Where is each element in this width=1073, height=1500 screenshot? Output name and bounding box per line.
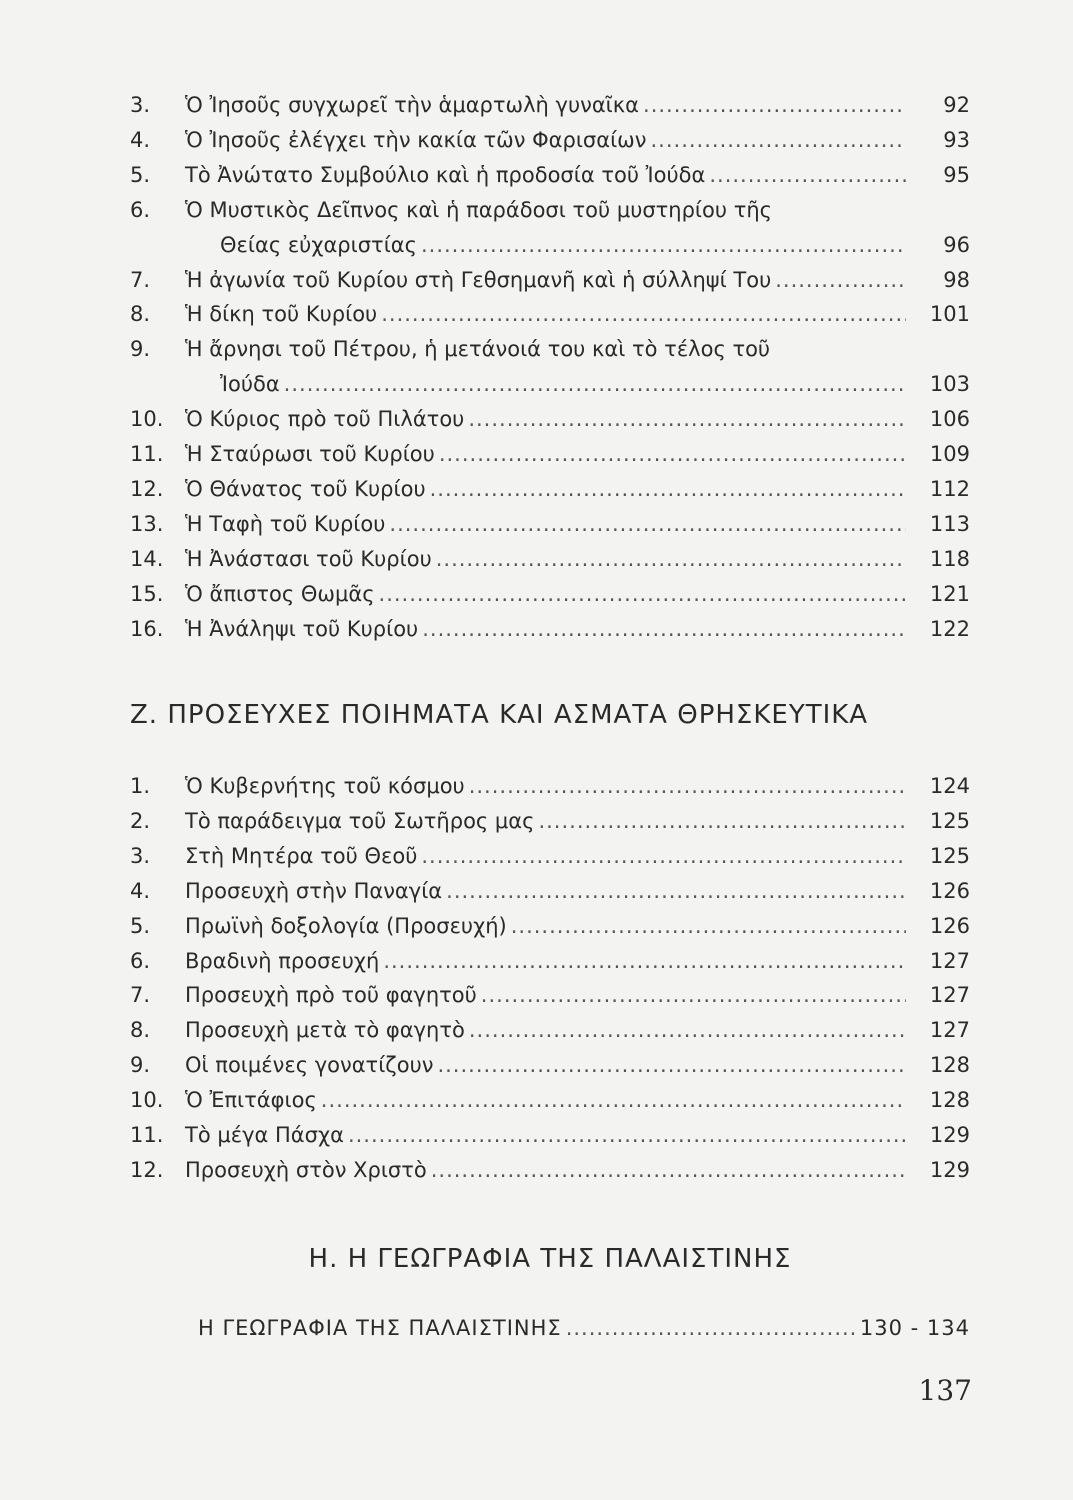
entry-title: Η ΓΕΩΓΡΑΦΙΑ ΤΗΣ ΠΑΛΑΙΣΤΙΝΗΣ	[198, 1316, 562, 1340]
entry-number: 12.	[130, 476, 164, 501]
entry-number: 6.	[130, 948, 151, 973]
entry-page: 106	[929, 407, 970, 432]
leader-dots	[469, 1013, 906, 1047]
leader-dots	[538, 804, 906, 838]
toc-entry	[130, 944, 970, 978]
toc-entry	[130, 1083, 970, 1117]
leader-dots	[511, 909, 906, 943]
toc-entry	[130, 839, 970, 873]
entry-number: 3.	[130, 93, 151, 117]
entry-title: Ὁ Ἰησοῦς ἐλέγχει τὴν κακία τῶν Φαρισαίων	[185, 127, 647, 152]
entry-page: 101	[929, 302, 970, 327]
entry-page: 125	[929, 808, 970, 833]
toc-entry	[130, 263, 970, 297]
entry-title: Ἡ Ταφὴ τοῦ Κυρίου	[185, 511, 386, 536]
entry-number: 9.	[130, 337, 151, 362]
entry-title: Τὸ μέγα Πάσχα	[185, 1123, 344, 1147]
leader-dots	[468, 402, 906, 436]
entry-title: Πρωϊνὴ δοξολογία (Προσευχή)	[185, 913, 507, 938]
toc-entry	[130, 1013, 970, 1047]
entry-number: 13.	[130, 511, 164, 536]
entry-page: 113	[929, 511, 970, 536]
toc-entry	[130, 874, 970, 908]
entry-page: 127	[929, 948, 970, 973]
entry-number: 4.	[130, 127, 151, 152]
entry-page: 128	[929, 1088, 970, 1113]
leader-dots	[422, 612, 906, 646]
entry-title: Θείας εὐχαριστίας	[220, 232, 417, 257]
entry-number: 7.	[130, 983, 151, 1008]
entry-number: 10.	[130, 407, 164, 432]
page-number: 137	[918, 1374, 972, 1407]
entry-page: 121	[929, 581, 970, 606]
toc-entry	[130, 123, 970, 157]
entry-page: 96	[943, 232, 970, 257]
toc-entry	[130, 228, 970, 262]
leader-dots	[437, 1048, 906, 1082]
entry-number: 8.	[130, 302, 151, 327]
entry-title: Τὸ παράδειγμα τοῦ Σωτῆρος μας	[185, 808, 535, 833]
toc-entry	[130, 367, 970, 401]
entry-number: 11.	[130, 442, 164, 466]
entry-page: 109	[929, 442, 970, 466]
entry-number: 2.	[130, 808, 151, 833]
entry-number: 15.	[130, 581, 164, 606]
toc-entry	[130, 437, 970, 471]
entry-page: 118	[929, 546, 970, 571]
entry-title: Ὁ Ἰησοῦς συγχωρεῖ τὴν ἁμαρτωλὴ γυναῖκα	[185, 93, 640, 117]
toc-entry	[130, 472, 970, 506]
entry-title: Προσευχὴ στὸν Χριστὸ	[185, 1157, 427, 1182]
entry-page: 126	[929, 913, 970, 938]
entry-title: Οἱ ποιμένες γονατίζουν	[185, 1053, 434, 1078]
entry-number: 5.	[130, 162, 151, 187]
toc-entry	[130, 978, 970, 1012]
entry-title: Ὁ Ἐπιτάφιος	[185, 1088, 317, 1113]
section-h-entry	[198, 1316, 970, 1352]
toc-entry	[130, 402, 970, 436]
entry-title: Στὴ Μητέρα τοῦ Θεοῦ	[185, 843, 418, 868]
entry-page: 93	[943, 127, 970, 152]
entry-number: 12.	[130, 1157, 164, 1182]
toc-entry	[130, 804, 970, 838]
entry-number: 10.	[130, 1088, 164, 1113]
entry-page: 127	[929, 1018, 970, 1043]
toc-entry	[130, 507, 970, 541]
entry-title: Προσευχὴ πρὸ τοῦ φαγητοῦ	[185, 983, 477, 1008]
entry-page: 126	[929, 878, 970, 903]
entry-title: Τὸ Ἀνώτατο Συμβούλιο καὶ ἡ προδοσία τοῦ Ἰούδα	[185, 162, 706, 187]
leader-dots	[321, 1083, 906, 1117]
leader-dots	[643, 88, 906, 122]
leader-dots	[389, 507, 906, 541]
entry-number: 16.	[130, 616, 164, 641]
entry-page: 128	[929, 1053, 970, 1078]
entry-title: Ἰούδα	[220, 372, 280, 397]
leader-dots	[383, 944, 906, 978]
entry-page: 129	[929, 1157, 970, 1182]
entry-title: Ὁ Κύριος πρὸ τοῦ Πιλάτου	[185, 407, 465, 432]
leader-dots	[709, 158, 906, 192]
entry-title: Προσευχὴ στὴν Παναγία	[185, 878, 443, 903]
entry-title: Ἡ ἄρνησι τοῦ Πέτρου, ἡ μετάνοιά του καὶ τὸ τέλος τοῦ	[185, 337, 771, 362]
toc-entry	[130, 909, 970, 943]
entry-number: 3.	[130, 843, 151, 868]
entry-pages: 130 - 134	[859, 1316, 970, 1340]
leader-dots	[566, 1316, 856, 1340]
toc-entry	[130, 612, 970, 646]
entry-page: 124	[929, 774, 970, 798]
toc-entry	[130, 88, 970, 122]
entry-title: Προσευχὴ μετὰ τὸ φαγητὸ	[185, 1018, 465, 1043]
section-z-heading: Ζ. ΠΡΟΣΕΥΧΕΣ ΠΟΙΗΜΑΤΑ ΚΑΙ ΑΣΜΑΤΑ ΘΡΗΣΚΕΥΤΙΚΑ	[130, 700, 869, 730]
entry-title: Ὁ Μυστικὸς Δεῖπνος καὶ ἡ παράδοσι τοῦ μυστηρίου τῆς	[185, 197, 772, 222]
leader-dots	[436, 542, 906, 576]
leader-dots	[430, 472, 906, 506]
entry-title: Ἡ Ἀνάληψι τοῦ Κυρίου	[185, 616, 419, 641]
toc-entry	[130, 1153, 970, 1187]
toc-entry	[130, 297, 970, 331]
entry-title: Ἡ ἀγωνία τοῦ Κυρίου στὴ Γεθσημανῆ καὶ ἡ σύλληψί Του	[185, 267, 772, 292]
entry-number: 14.	[130, 546, 164, 571]
leader-dots	[421, 839, 906, 873]
entry-page: 98	[943, 267, 970, 292]
entry-page: 129	[929, 1123, 970, 1147]
entry-title: Ἡ Ἀνάστασι τοῦ Κυρίου	[185, 546, 432, 571]
entry-page: 95	[943, 162, 970, 187]
entry-page: 127	[929, 983, 970, 1008]
entry-number: 5.	[130, 913, 151, 938]
leader-dots	[651, 123, 907, 157]
leader-dots	[379, 577, 906, 611]
entry-page: 122	[929, 616, 970, 641]
leader-dots	[284, 367, 906, 401]
entry-title: Ὁ Θάνατος τοῦ Κυρίου	[185, 476, 426, 501]
entry-number: 1.	[130, 774, 151, 798]
leader-dots	[481, 978, 906, 1012]
entry-title: Ἡ δίκη τοῦ Κυρίου	[185, 302, 378, 327]
section-h-heading: Η. Η ΓΕΩΓΡΑΦΙΑ ΤΗΣ ΠΑΛΑΙΣΤΙΝΗΣ	[308, 1244, 792, 1274]
entry-number: 4.	[130, 878, 151, 903]
toc-entry	[130, 577, 970, 611]
toc-entry	[130, 769, 970, 803]
entry-page: 103	[929, 372, 970, 397]
entry-title: Ἡ Σταύρωσι τοῦ Κυρίου	[185, 442, 435, 466]
entry-page: 112	[929, 476, 970, 501]
leader-dots	[348, 1118, 906, 1152]
entry-title: Ὁ ἄπιστος Θωμᾶς	[185, 581, 375, 606]
entry-number: 11.	[130, 1123, 164, 1147]
entry-number: 7.	[130, 267, 151, 292]
toc-entry	[130, 542, 970, 576]
leader-dots	[439, 437, 906, 471]
entry-number: 6.	[130, 197, 151, 222]
entry-title: Βραδινὴ προσευχή	[185, 948, 380, 973]
entry-page: 125	[929, 843, 970, 868]
leader-dots	[381, 297, 906, 331]
leader-dots	[421, 228, 906, 262]
entry-number: 9.	[130, 1053, 151, 1078]
entry-number: 8.	[130, 1018, 151, 1043]
entry-title: Ὁ Κυβερνήτης τοῦ κόσμου	[185, 774, 465, 798]
leader-dots	[775, 263, 906, 297]
toc-entry	[130, 332, 970, 366]
leader-dots	[446, 874, 906, 908]
toc-entry	[130, 158, 970, 192]
leader-dots	[469, 769, 906, 803]
leader-dots	[431, 1153, 906, 1187]
entry-page: 92	[943, 93, 970, 117]
toc-entry	[130, 193, 970, 227]
toc-entry	[130, 1118, 970, 1152]
toc-entry	[130, 1048, 970, 1082]
